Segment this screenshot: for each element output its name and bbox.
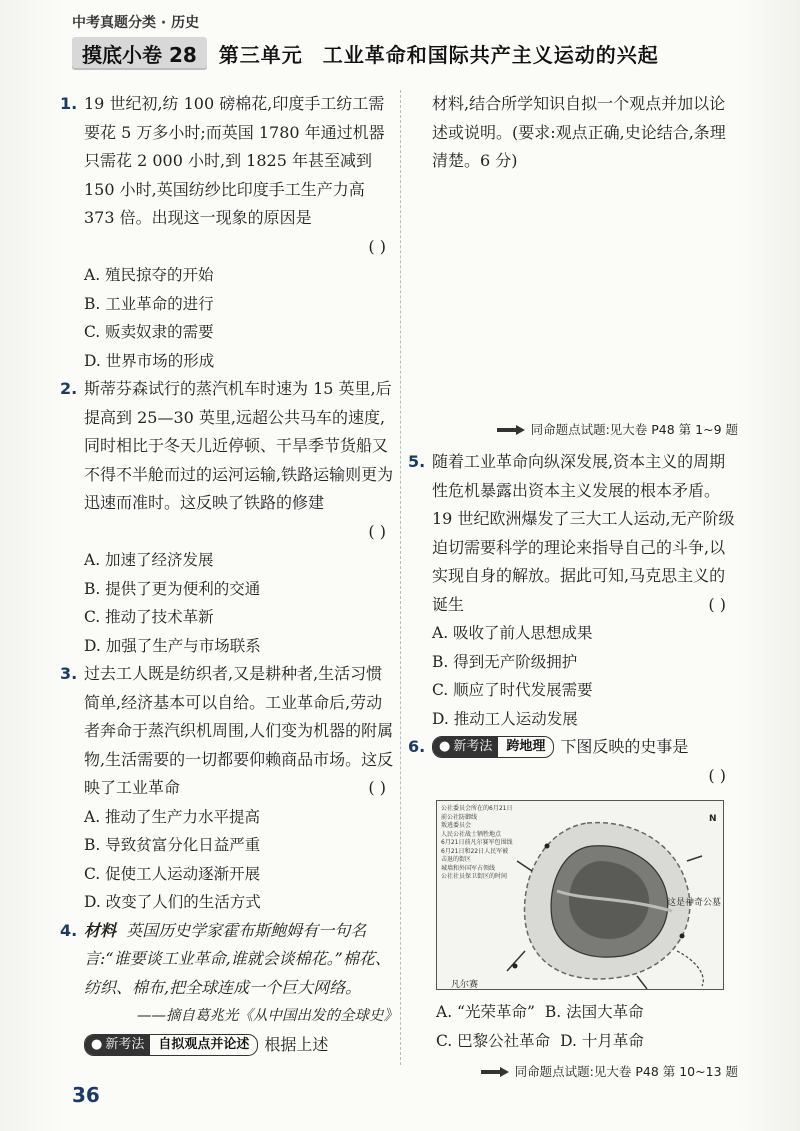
question-6: [408, 733, 738, 790]
bulb-icon: ●: [91, 1036, 103, 1052]
tag-label: 新考法: [453, 739, 493, 754]
fort-marker: [513, 964, 518, 969]
running-header: 中考真题分类 · 历史: [72, 15, 200, 31]
prompt-lead: 根据上述: [264, 1034, 329, 1054]
legend-item: 6月21日前凡尔赛军包围线: [441, 839, 513, 846]
tag-topic: 跨地理: [506, 739, 546, 754]
legend-item: 城墙和外国军占领线: [441, 864, 496, 872]
new-method-tag: [84, 1034, 258, 1056]
legend-item: 公社委员会所在的6月21日前公社防御线: [441, 805, 513, 821]
right-column: [408, 90, 738, 1087]
question-text: 随着工业革命向纵深发展,资本主义的周期性危机暴露出资本主义发展的根本矛盾。19 世纪欧洲爆发了三大工人运动,无产阶级迫切需要科学的理论来指导自己的斗争,以实现自身的解放。据此可知,马克思主义的诞生: [432, 452, 735, 614]
cross-reference: [408, 1058, 738, 1087]
option-d[interactable]: D. 推动工人运动发展: [432, 709, 578, 728]
material-body: 英国历史学家霍布斯鲍姆有一句名言:“谁要谈工业革命,谁就会谈棉花。”棉花、纺织、棉布,把全球连成一个巨大网络。: [84, 920, 391, 997]
option-a[interactable]: A. 殖民掠夺的开始: [84, 266, 214, 284]
option-d[interactable]: D. 世界市场的形成: [84, 351, 215, 370]
paris-commune-map: [436, 800, 724, 990]
cross-reference: [408, 416, 738, 445]
option-a[interactable]: A. 推动了生产力水平提高: [84, 807, 261, 826]
reference-text: 同命题点试题:见大卷 P48 第 10~13 题: [514, 1064, 738, 1079]
tag-label: 新考法: [105, 1036, 145, 1052]
question-stem: [84, 375, 398, 518]
option-c[interactable]: C. 推动了技术革新: [84, 608, 214, 626]
bulb-icon: ●: [439, 739, 451, 754]
question-text: 斯蒂芬森试行的蒸汽机车时速为 15 英里,后提高到 25—30 英里,远超公共马车的速度,同时相比于冬天儿近停顿、干旱季节货船又不得不半舱而过的运河运输,铁路运输则更为迅速而准时。这反映了铁路的修建: [84, 379, 394, 512]
question-number: 5.: [408, 452, 426, 471]
question-number: 3.: [60, 664, 78, 683]
fort-marker: [545, 844, 550, 849]
answer-blank[interactable]: ( ): [368, 778, 386, 797]
question-4: [60, 917, 398, 1060]
option-b[interactable]: B. 得到无产阶级拥护: [432, 652, 578, 671]
reference-text: 同命题点试题:见大卷 P48 第 1~9 题: [530, 421, 738, 437]
north-arrow-icon: N: [709, 814, 717, 824]
question-2: [60, 375, 398, 546]
material-source: ——摘自葛兆光《从中国出发的全球史》: [137, 1008, 398, 1024]
question-stem: 19 世纪初,纺 100 磅棉花,印度手工纺工需要花 5 万多小时;而英国 1780 年通过机器只需花 2 000 小时,到 1825 年甚至减到 150 小时,英国纺纱比印度手工生产力高 373 倍。出现这一现象的原因是: [84, 94, 385, 227]
left-column: [60, 90, 398, 1059]
quiz-badge: 摸底小卷 28: [72, 37, 207, 70]
legend-item: 6月21日和22日人民军被击退的街区: [441, 847, 509, 863]
question-number: 6.: [408, 737, 426, 756]
answer-space[interactable]: [408, 176, 738, 416]
answer-blank[interactable]: ( ): [708, 765, 726, 785]
question-6-stem: [432, 733, 738, 762]
question-text: 下图反映的史事是: [560, 737, 689, 756]
material-label: 材料: [84, 920, 117, 940]
option-b[interactable]: B. 法国大革命: [544, 1003, 644, 1021]
option-a[interactable]: A. 加速了经济发展: [84, 551, 214, 569]
question-4-prompt-row: [84, 1031, 398, 1060]
page-number: 36: [72, 1083, 100, 1107]
option-c[interactable]: C. 促使工人运动逐渐开展: [84, 864, 261, 883]
question-3: [60, 660, 398, 803]
legend-item: 叛逃委员会: [441, 822, 472, 829]
question-stem: [84, 660, 398, 803]
map-legend: [441, 805, 513, 882]
question-number: 4.: [60, 920, 78, 940]
option-b[interactable]: B. 导致贫富分化日益严重: [84, 836, 261, 854]
arrow-right-icon: [497, 425, 525, 435]
option-row: [408, 998, 738, 1027]
option-b[interactable]: B. 工业革命的进行: [84, 294, 214, 313]
option-a[interactable]: A. 吸收了前人思想成果: [432, 624, 593, 642]
question-stem: [432, 448, 738, 619]
option-c[interactable]: C. 巴黎公社革命: [436, 1032, 551, 1050]
unit-topic: 工业革命和国际共产主义运动的兴起: [322, 42, 659, 67]
question-1: [60, 90, 398, 261]
question-4-prompt-continued: 材料,结合所学知识自拟一个观点并加以论述或说明。(要求:观点正确,史论结合,条理清楚。6 分): [432, 94, 726, 170]
option-a[interactable]: A. “光荣革命”: [436, 1003, 535, 1021]
fort-marker: [680, 934, 685, 939]
answer-blank[interactable]: ( ): [368, 521, 386, 541]
option-d[interactable]: D. 改变了人们的生活方式: [84, 893, 261, 911]
new-method-tag: [432, 736, 554, 758]
material-text: [84, 917, 398, 1003]
question-number: 2.: [60, 379, 78, 398]
question-number: 1.: [60, 94, 78, 113]
versailles-label: 凡尔赛: [451, 980, 479, 990]
option-c[interactable]: C. 顺应了时代发展需要: [432, 681, 593, 699]
option-d[interactable]: D. 十月革命: [560, 1032, 644, 1050]
column-divider: [400, 90, 401, 1065]
title-bar: [72, 36, 659, 70]
option-c[interactable]: C. 贩卖奴隶的需要: [84, 323, 214, 341]
answer-blank[interactable]: ( ): [368, 236, 386, 256]
legend-item: 公社社员保卫街区的时间: [441, 873, 508, 880]
cemetery-label: 这是神奇公墓: [667, 898, 722, 908]
option-b[interactable]: B. 提供了更为便利的交通: [84, 579, 261, 598]
question-text: 过去工人既是纺织者,又是耕种者,生活习惯简单,经济基本可以自给。工业革命后,劳动者奔命于蒸汽织机周围,人们变为机器的附属物,生活需要的一切都要仰赖商品市场。这反映了工业革命: [84, 664, 394, 797]
legend-item: 人民公社战士牺牲地点: [441, 830, 502, 838]
arrow-right-icon: [481, 1067, 509, 1077]
answer-blank[interactable]: ( ): [708, 594, 726, 614]
unit-label: 第三单元: [218, 42, 303, 67]
page-title: [219, 39, 659, 68]
question-5: [408, 448, 738, 619]
option-row: [408, 1027, 738, 1056]
option-d[interactable]: D. 加强了生产与市场联系: [84, 636, 261, 655]
tag-topic: 自拟观点并论述: [158, 1036, 250, 1052]
